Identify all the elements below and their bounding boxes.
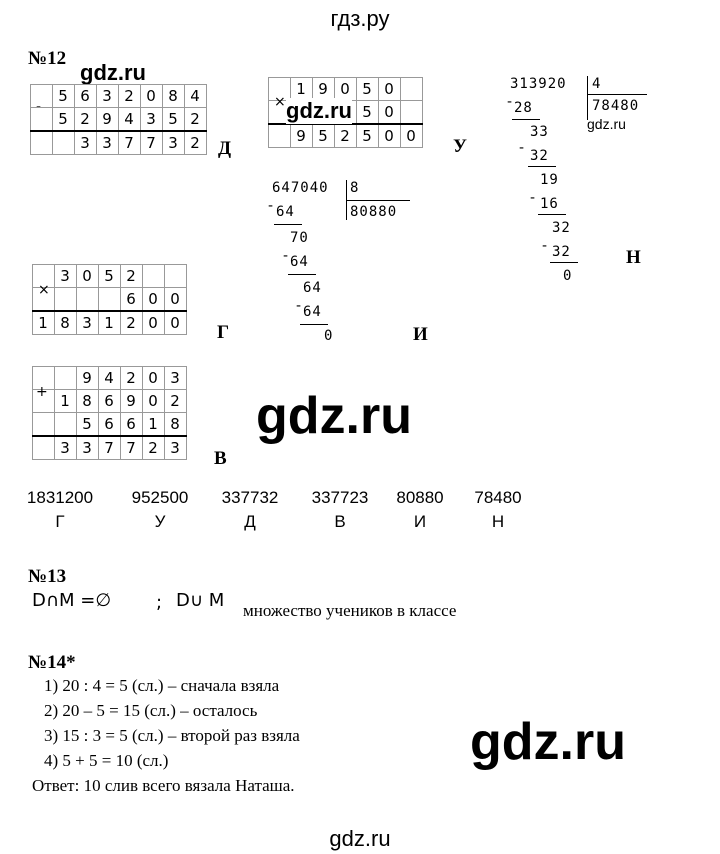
answer-letter: В [334, 512, 346, 531]
step: 70 [290, 230, 309, 246]
watermark: gdz.ru [470, 713, 626, 771]
division-rule [587, 94, 647, 95]
digit-cell [99, 288, 121, 312]
task-14-answer: Ответ: 10 слив всего вязала Наташа. [32, 776, 295, 795]
digit-cell: 7 [141, 131, 163, 155]
dividend-n: 313920 [510, 76, 567, 92]
step: 32 [552, 220, 571, 236]
digit-cell: 2 [143, 436, 165, 460]
step: 33 [530, 124, 549, 140]
plus-sign: + [36, 384, 48, 400]
digit-cell: 4 [185, 85, 207, 108]
formula-union: D∪ M [176, 590, 225, 611]
answer-letter: И [413, 512, 427, 531]
answer-letter: Н [491, 512, 505, 531]
digit-cell: 0 [77, 265, 99, 288]
digit-cell: 9 [97, 108, 119, 132]
digit-cell: 2 [335, 124, 357, 148]
times-sign: × [38, 282, 50, 298]
watermark: gdz.ru [80, 60, 146, 85]
letter-v: В [214, 448, 227, 469]
digit-cell: 0 [401, 124, 423, 148]
step: 64 [303, 304, 322, 320]
minus-sign: - [36, 99, 42, 115]
addition-grid [32, 366, 187, 460]
letter-u: У [453, 136, 467, 157]
step: 32 [552, 244, 571, 260]
digit-cell: 8 [163, 85, 185, 108]
digit-cell: 0 [143, 311, 165, 335]
digit-cell [401, 78, 423, 101]
task-13-number: №13 [28, 566, 67, 587]
digit-cell: 6 [99, 390, 121, 413]
step: 64 [290, 254, 309, 270]
step: 32 [530, 148, 549, 164]
digit-cell [269, 124, 291, 148]
digit-cell: 4 [99, 367, 121, 390]
digit-cell [55, 288, 77, 312]
digit-cell [55, 367, 77, 390]
answer-value: 78480 [474, 488, 522, 507]
divisor-n: 4 [592, 76, 602, 92]
step: 28 [514, 100, 533, 116]
letter-i: И [413, 324, 428, 345]
digit-cell: 5 [53, 108, 75, 132]
digit-cell: 5 [357, 101, 379, 125]
digit-cell: 9 [291, 124, 313, 148]
digit-cell: 1 [291, 78, 313, 101]
digit-cell: 0 [379, 78, 401, 101]
digit-cell [31, 131, 53, 155]
digit-cell: 1 [33, 311, 55, 335]
times-sign: × [274, 94, 286, 110]
digit-cell: 0 [379, 124, 401, 148]
digit-cell: 6 [121, 413, 143, 437]
digit-cell: 5 [53, 85, 75, 108]
division-rule [346, 200, 410, 201]
digit-cell [31, 108, 53, 132]
digit-cell: 5 [77, 413, 99, 437]
digit-cell: 7 [121, 436, 143, 460]
digit-cell: 6 [99, 413, 121, 437]
formula-separator: ; [156, 592, 163, 613]
digit-cell: 3 [165, 367, 187, 390]
digit-cell [53, 131, 75, 155]
digit-cell: 3 [97, 131, 119, 155]
answer-value: 80880 [396, 488, 444, 507]
formula-intersection: D∩M =∅ [32, 590, 112, 611]
digit-cell: 8 [55, 311, 77, 335]
digit-cell: 5 [313, 124, 335, 148]
digit-cell: 1 [55, 390, 77, 413]
digit-cell [33, 436, 55, 460]
digit-cell: 0 [379, 101, 401, 125]
digit-cell: 7 [119, 131, 141, 155]
watermark: gdz.ru [587, 116, 626, 132]
digit-cell: 5 [357, 78, 379, 101]
digit-cell: 2 [165, 390, 187, 413]
digit-cell: 3 [97, 85, 119, 108]
answer-letter: Г [55, 512, 65, 531]
answer-value: 337732 [221, 488, 279, 507]
answer-letter: У [154, 512, 166, 531]
digit-cell [31, 85, 53, 108]
step: 19 [540, 172, 559, 188]
solution-step: 4) 5 + 5 = 10 (сл.) [44, 751, 169, 770]
digit-cell: 7 [99, 436, 121, 460]
digit-cell [143, 265, 165, 288]
solution-step: 2) 20 – 5 = 15 (сл.) – осталось [44, 701, 258, 720]
digit-cell: 0 [165, 288, 187, 312]
digit-cell: 9 [77, 367, 99, 390]
digit-cell: 5 [357, 124, 379, 148]
task-14-number: №14* [28, 652, 76, 673]
digit-cell: 8 [165, 413, 187, 437]
digit-cell: 1 [143, 413, 165, 437]
step: 16 [540, 196, 559, 212]
watermark: gdz.ru [256, 387, 412, 445]
digit-cell: 4 [119, 108, 141, 132]
answer-value: 952500 [131, 488, 189, 507]
answer-letter: Д [244, 512, 256, 531]
digit-cell: 3 [163, 131, 185, 155]
site-header: гдз.ру [330, 6, 390, 31]
digit-cell: 2 [121, 311, 143, 335]
digit-cell: 0 [143, 390, 165, 413]
digit-cell: 2 [119, 85, 141, 108]
digit-cell: 0 [335, 78, 357, 101]
digit-cell: 0 [143, 367, 165, 390]
digit-cell: 3 [55, 265, 77, 288]
step: 0 [563, 268, 573, 284]
letter-n: Н [626, 247, 641, 268]
step: 0 [324, 328, 334, 344]
digit-cell [165, 265, 187, 288]
digit-cell: 2 [185, 131, 207, 155]
digit-cell: 5 [163, 108, 185, 132]
digit-cell: 3 [75, 131, 97, 155]
digit-cell: 3 [165, 436, 187, 460]
solution-step: 1) 20 : 4 = 5 (сл.) – сначала взяла [44, 676, 280, 695]
step: 64 [276, 204, 295, 220]
dividend-i: 647040 [272, 180, 329, 196]
digit-cell: 5 [99, 265, 121, 288]
digit-cell: 3 [141, 108, 163, 132]
watermark: gdz.ru [286, 98, 352, 123]
digit-cell: 3 [55, 436, 77, 460]
subtraction-grid [30, 84, 207, 155]
divisor-i: 8 [350, 180, 360, 196]
digit-cell [77, 288, 99, 312]
digit-cell: 1 [99, 311, 121, 335]
digit-cell: 0 [165, 311, 187, 335]
digit-cell: 6 [75, 85, 97, 108]
digit-cell: 2 [121, 367, 143, 390]
task-13-description: множество учеников в классе [243, 601, 457, 620]
digit-cell: 9 [313, 78, 335, 101]
digit-cell [55, 413, 77, 437]
task-12-number: №12 [28, 48, 67, 69]
letter-g: Г [217, 322, 230, 343]
quotient-n: 78480 [592, 98, 640, 114]
digit-cell: 3 [77, 436, 99, 460]
digit-cell: 2 [75, 108, 97, 132]
letter-d: Д [218, 138, 232, 159]
digit-cell: 9 [121, 390, 143, 413]
site-footer: gdz.ru [329, 826, 391, 851]
answer-value: 337723 [311, 488, 369, 507]
digit-cell: 3 [77, 311, 99, 335]
digit-cell [401, 101, 423, 125]
digit-cell: 0 [143, 288, 165, 312]
digit-cell [33, 413, 55, 437]
digit-cell: 2 [185, 108, 207, 132]
digit-cell: 0 [141, 85, 163, 108]
division-bar [587, 76, 588, 120]
multiplication-g-grid [32, 264, 187, 335]
quotient-i: 80880 [350, 204, 398, 220]
solution-step: 3) 15 : 3 = 5 (сл.) – второй раз взяла [44, 726, 300, 745]
step: 64 [303, 280, 322, 296]
answer-value: 1831200 [26, 488, 94, 507]
digit-cell: 8 [77, 390, 99, 413]
digit-cell: 2 [121, 265, 143, 288]
digit-cell: 6 [121, 288, 143, 312]
